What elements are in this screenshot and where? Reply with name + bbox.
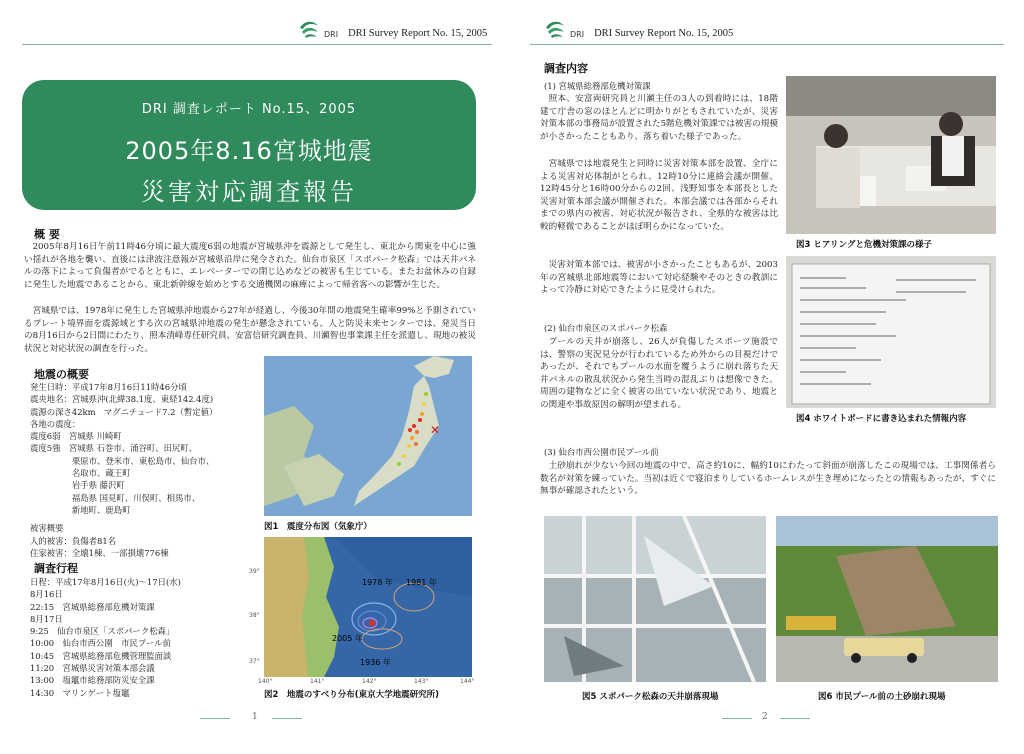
quake-line: 震度5強 宮城県 石巻市、涌谷町、田尻町、 <box>30 443 198 454</box>
overview-heading: 概 要 <box>34 228 60 241</box>
main-title: 2005年8.16宮城地震 <box>125 137 373 165</box>
hearing-photo <box>786 76 996 234</box>
quake-line: 新地町、鹿島町 <box>30 504 131 515</box>
whiteboard-photo-image <box>786 256 996 408</box>
section-1-title: (1) 宮城県総務部危機対策課 <box>544 81 651 91</box>
page-header <box>296 16 487 40</box>
logo-text: DRI <box>570 30 585 39</box>
section-2-title: (2) 仙台市泉区のスポパーク松森 <box>544 323 668 333</box>
section-3-title: (3) 仙台市西公園市民プール前 <box>544 447 659 457</box>
intensity-map-image <box>264 356 472 516</box>
header-rule <box>530 44 1004 45</box>
slip-distribution-image <box>264 537 472 677</box>
section-1-paragraph-1: 照本、安富両研究員と川瀬主任の3人の到着時には、18階建て庁舎の窓のほとんどに明かりがともされていたが、災害対策本部の事務局が設置された5階危機対策課では被害の規模が小さかったこともあり、落ち着いた様子であった。 <box>540 94 778 142</box>
schedule-line: 日程：平成17年8月16日(火)～17日(水) <box>30 577 181 587</box>
series-title: DRI 調査レポート No.15、2005 <box>141 102 357 117</box>
quake-summary-list <box>30 381 260 559</box>
slip-label: 1936 年 <box>360 658 391 667</box>
x-tick: 141° <box>310 678 325 685</box>
quake-summary-heading: 地震の概要 <box>34 368 89 381</box>
quake-line: 震度6弱 宮城県 川崎町 <box>30 431 122 442</box>
schedule-line: 14:30 マリンゲート塩竈 <box>30 687 130 698</box>
section-1-paragraph-2: 宮城県では地震発生と同時に災害対策本部を設置、全庁による災害対応体制がとられ、12時10分に連絡会議が開催、12時45分と16時00分からの2回、浅野知事を本部長とした災害対策本部会議が開催された。本部会議では各部からそれまでの県内の被害、対応状況が報告され、全県的な被害は比較的軽微であることがほぼ明らかになっていた。 <box>540 159 778 232</box>
slip-y-axis <box>249 560 263 670</box>
y-tick: 38° <box>249 612 260 619</box>
report-label: DRI Survey Report No. 15, 2005 <box>348 28 488 39</box>
schedule-line: 22:15 宮城県総務部危機対策課 <box>30 601 155 612</box>
figure-3-caption: 図3 ヒアリングと危機対策課の様子 <box>796 240 933 250</box>
quake-line: 栗原市、登米市、東松島市、仙台市、 <box>30 455 215 466</box>
footer-rule-left <box>722 718 752 719</box>
page-header <box>542 16 733 40</box>
page-number: 2 <box>762 712 768 722</box>
overview-paragraph-2: 宮城県では、1978年に発生した宮城県沖地震から27年が経過し、今後30年間の地震発生確率99%と予測されているプレート境界面を震源域とする次の宮城県沖地震の発生が懸念されている。人と防災未来センターでは、発災当日の8月16日から2日間にわたり、照本清峰専任研究員、安富信研究調査員、川瀬智也事業課主任を派遣し、現地の被災状況と対応状況の調査を行った。 <box>24 306 476 354</box>
quake-line: 各地の震度： <box>30 418 81 429</box>
title-banner <box>22 80 476 210</box>
figure-2-caption: 図2 地震のすべり分布(東京大学地震研究所) <box>264 690 440 700</box>
landslide-photo <box>776 516 998 682</box>
x-tick: 142° <box>362 678 377 685</box>
quake-line: 震源の深さ42km マグニチュード7.2（暫定値） <box>30 406 218 417</box>
schedule-line: 8月17日 <box>30 613 63 624</box>
quake-line: 震央地名：宮城県沖(北緯38.1度、東経142.4度) <box>30 394 214 405</box>
schedule-line: 13:00 塩竈市総務部防災安全課 <box>30 675 155 686</box>
figure-6-caption: 図6 市民プール前の土砂崩れ現場 <box>818 692 946 702</box>
ceiling-collapse-image <box>544 516 766 682</box>
quake-line: 発生日時：平成17年8月16日11時46分頃 <box>30 382 187 392</box>
y-tick: 39° <box>249 568 260 575</box>
section-3-paragraph: 土砂崩れが少ない今回の地震の中で、高さ約10に、幅約10にわたって斜面が崩落したこの現場では、工事関係者ら数名が対策を練っていた。当初は近くで寝泊まりしているホームレスが生き埋めになったとの情報もあったが、すぐに無事が確認されたという。 <box>540 461 996 497</box>
footer-rule-right <box>780 718 810 719</box>
slip-label: 1978 年 <box>362 578 393 587</box>
x-tick: 144° <box>460 678 475 685</box>
quake-line: 被害概要 <box>30 523 64 534</box>
quake-line: 人的被害：負傷者81名 <box>30 535 117 546</box>
y-tick: 37° <box>249 658 260 665</box>
figure-5-caption: 図5 スポパーク松森の天井崩落現場 <box>582 692 719 702</box>
report-label: DRI Survey Report No. 15, 2005 <box>594 28 734 39</box>
ceiling-collapse-photo <box>544 516 766 682</box>
schedule-list <box>30 576 260 699</box>
figure-4-caption: 図4 ホワイトボードに書き込まれた情報内容 <box>796 414 967 424</box>
schedule-line: 8月16日 <box>30 589 63 600</box>
header-rule <box>22 44 492 45</box>
x-tick: 140° <box>258 678 273 685</box>
page-number: 1 <box>252 712 258 722</box>
schedule-heading: 調査行程 <box>34 562 78 575</box>
slip-x-axis <box>254 678 482 688</box>
whiteboard-photo <box>786 256 996 408</box>
hearing-photo-image <box>786 76 996 234</box>
sub-title: 災害対応調査報告 <box>141 178 357 206</box>
logo-text: DRI <box>324 30 339 39</box>
section-2-paragraph: プールの天井が崩落し、26人が負傷したスポーツ施設では、警察の実況見分が行われているため外からの目視だけであったが、それでもプールの水面を覆うように崩れ落ちた天井パネルの散乱状況から発生当時の混乱ぶりは想像できた。周囲の建物などに全く被害の出ていない状況であり、地震との関連や事故原因の解明が望まれる。 <box>540 337 778 410</box>
slip-label: 2005 年 <box>332 634 363 643</box>
svg-text:✕: ✕ <box>430 423 441 437</box>
dri-logo-icon <box>542 18 568 40</box>
quake-line: 名取市、蔵王町 <box>30 468 131 479</box>
schedule-line: 10:00 仙台市西公園 市民プール前 <box>30 638 171 649</box>
schedule-line: 10:45 宮城県総務部危機管理監面談 <box>30 650 172 661</box>
intensity-map-figure <box>264 356 472 516</box>
slip-label: 1981 年 <box>406 578 437 587</box>
schedule-line: 9:25 仙台市泉区「スポパーク松森」 <box>30 626 175 637</box>
page-2 <box>512 0 1024 754</box>
footer-rule-right <box>272 718 302 719</box>
footer-rule-left <box>200 718 230 719</box>
slip-distribution-figure <box>264 537 472 677</box>
landslide-image <box>776 516 998 682</box>
quake-line: 福島県 国見町、川俣町、相馬市、 <box>30 492 201 503</box>
dri-logo-icon <box>296 18 322 40</box>
figure-1-caption: 図1 震度分布図（気象庁） <box>264 522 372 532</box>
schedule-line: 11:20 宮城県災害対策本部会議 <box>30 663 155 674</box>
x-tick: 143° <box>414 678 429 685</box>
quake-line: 岩手県 藤沢町 <box>30 480 125 491</box>
quake-line: 住家被害：全壊1棟、一部損壊776棟 <box>30 547 169 558</box>
content-heading: 調査内容 <box>544 62 588 75</box>
section-1-paragraph-3: 災害対策本部では、被害が小さかったこともあるが、2003年の宮城県北部地震等において対応経験やそのときの教訓によって冷静に対応できたように見受けられた。 <box>540 260 778 296</box>
overview-paragraph-1: 2005年8月16日午前11時46分頃に最大震度6弱の地震が宮城県沖を震源として発生し、東北から関東を中心に強い揺れが各地を襲い、直後には津波注意報が宮城県沿岸に発令された。仙台市泉区「スポパーク松森」では天井パネルの落下によって負傷者がでるとともに、エレベーターでの閉じ込めなどの被害も生じている。またお盆休みの自録に発生した地震であることから、東北新幹線を始めとする交通機関の麻痺によって帰省客への影響が生じた。 <box>24 242 476 290</box>
